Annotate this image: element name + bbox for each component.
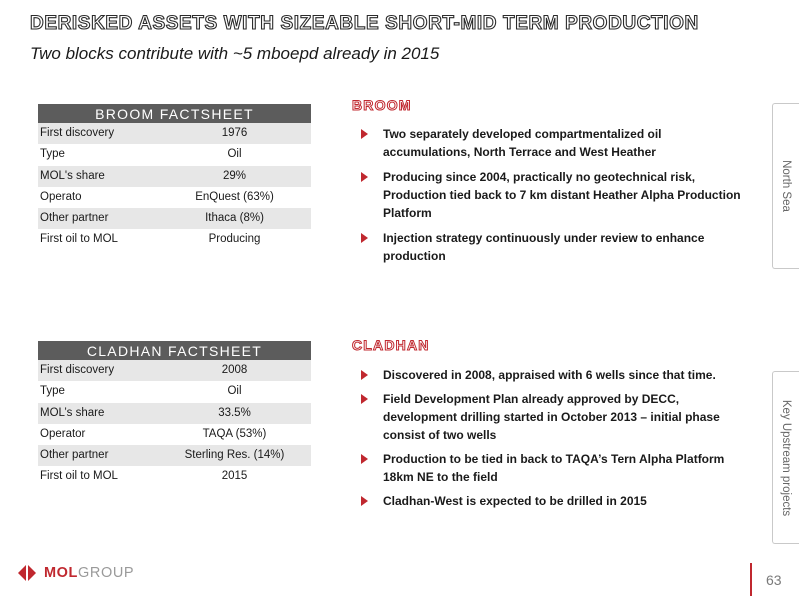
table-row (38, 208, 311, 229)
bullet-triangle-icon (361, 172, 368, 182)
bullet-triangle-icon (361, 496, 368, 506)
fact-label: Other partner (40, 212, 109, 225)
table-row (38, 403, 311, 424)
table-row (38, 123, 311, 144)
fact-value: EnQuest (63%) (195, 190, 274, 203)
table-row (38, 445, 311, 466)
list-item (361, 390, 746, 444)
fact-label: First discovery (40, 127, 115, 139)
fact-value: Oil (227, 385, 242, 398)
footer-divider (750, 563, 752, 596)
bullet-triangle-icon (361, 370, 368, 380)
list-item (361, 366, 746, 384)
mol-group-logo (18, 563, 134, 583)
fact-label: First oil to MOL (40, 233, 118, 246)
bullet-triangle-icon (361, 129, 368, 139)
list-item (361, 229, 746, 265)
fact-value: 33.5% (218, 406, 251, 419)
table-row (38, 424, 311, 445)
fact-label: Other partner (40, 449, 109, 462)
broom-factsheet (38, 104, 311, 251)
broom-factsheet-rows (38, 123, 311, 251)
fact-label: Type (40, 385, 65, 398)
fact-label: Operato (40, 190, 82, 203)
logo-wordmark (44, 565, 134, 581)
fact-value: Ithaca (8%) (205, 212, 264, 225)
fact-label: MOL's share (40, 169, 105, 182)
list-item (361, 492, 746, 510)
bullet-text: Discovered in 2008, appraised with 6 wells since that time. (383, 368, 716, 382)
fact-label: MOL’s share (40, 406, 105, 419)
fact-value: Sterling Res. (14%) (184, 449, 285, 462)
fact-value: Producing (208, 233, 261, 246)
tab-key-upstream-projects[interactable] (772, 371, 799, 544)
list-item (361, 450, 746, 486)
table-row (38, 466, 311, 487)
list-item (361, 125, 746, 161)
page-number: 63 (766, 572, 782, 588)
cladhan-factsheet (38, 341, 311, 488)
mol-diamond-logo-icon (18, 564, 39, 582)
broom-section-heading: BROOM (352, 97, 412, 113)
bullet-triangle-icon (361, 233, 368, 243)
logo-mol-text: MOL (44, 565, 79, 581)
table-row (38, 187, 311, 208)
fact-value: 29% (222, 169, 247, 182)
tab-north-sea-label: North Sea (780, 160, 792, 212)
table-row (38, 144, 311, 165)
list-item (361, 168, 746, 222)
fact-label: Operator (40, 427, 86, 440)
fact-value: Oil (227, 148, 242, 161)
bullet-triangle-icon (361, 394, 368, 404)
bullet-triangle-icon (361, 454, 368, 464)
table-row (38, 166, 311, 187)
page-subtitle: Two blocks contribute with ~5 mboepd already in 2015 (30, 44, 440, 63)
fact-value: 2015 (221, 470, 248, 483)
table-row (38, 360, 311, 381)
broom-bullet-list (361, 125, 746, 265)
cladhan-factsheet-heading: CLADHAN FACTSHEET (38, 341, 311, 360)
fact-value: TAQA (53%) (202, 427, 267, 440)
bullet-text: Injection strategy continuously under review to enhance production (383, 231, 705, 263)
page-title: DERISKED ASSETS WITH SIZEABLE SHORT-MID TERM PRODUCTION (30, 13, 699, 34)
broom-factsheet-heading: BROOM FACTSHEET (38, 104, 311, 123)
bullet-text: Field Development Plan already approved by DECC, development drilling started in October 2013 – initial phase consist of two wells (383, 392, 720, 442)
table-row (38, 381, 311, 402)
fact-value: 1976 (221, 127, 248, 139)
logo-group-text: GROUP (78, 565, 135, 581)
tab-north-sea[interactable] (772, 103, 799, 269)
cladhan-bullet-list (361, 366, 746, 510)
bullet-text: Two separately developed compartmentalized oil accumulations, North Terrace and West Heather (383, 127, 662, 159)
tab-key-upstream-projects-label: Key Upstream projects (780, 399, 792, 516)
fact-label: First discovery (40, 364, 115, 376)
cladhan-factsheet-rows (38, 360, 311, 488)
fact-label: Type (40, 148, 65, 161)
cladhan-section-heading: CLADHAN (352, 337, 430, 353)
bullet-text: Producing since 2004, practically no geotechnical risk, Production tied back to 7 km distant Heather Alpha Production Platform (383, 170, 741, 220)
table-row (38, 229, 311, 250)
bullet-text: Cladhan-West is expected to be drilled in 2015 (383, 494, 647, 508)
bullet-text: Production to be tied in back to TAQA’s Tern Alpha Platform 18km NE to the field (383, 452, 725, 484)
fact-value: 2008 (221, 364, 248, 376)
fact-label: First oil to MOL (40, 470, 118, 483)
